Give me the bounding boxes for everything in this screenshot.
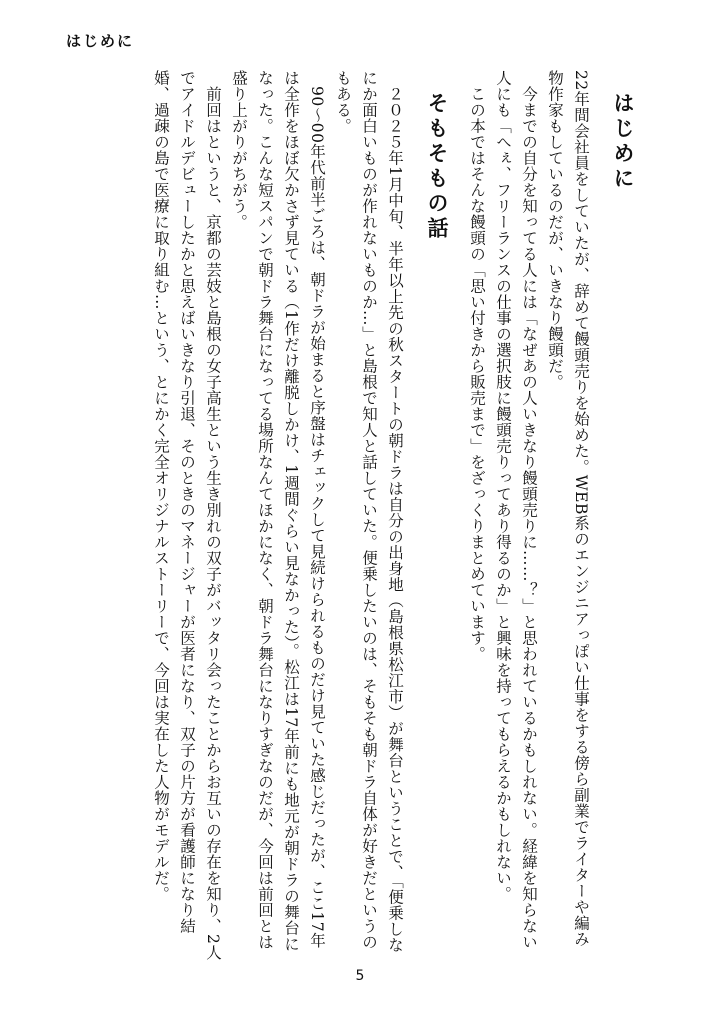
paragraph: 今までの自分を知ってる人には「なぜあの人いきなり饅頭売りに……？」と思われているかもしれない。経緯を知らない人にも「へぇ、フリーランスの仕事の選択肢に饅頭売りってあり得るのか」と興味を持ってもらえるかもしれない。: [494, 70, 538, 950]
paragraph: 22年間会社員をしていたが、辞めて饅頭売りを始めた。WEB系のエンジニアっぽい仕事をする傍ら副業でライターや編み物作家もしているのだが、いきなり饅頭だ。: [546, 70, 590, 947]
paragraph: 90～00年代前半ごろは、朝ドラが始まると序盤はチェックして見続けられるものだけ見ていた感じだったが、ここ17年は全作をほぼ欠かさず見ている（1作だけ離脱しかけ、1週間ぐらい見なかった）。松江は17年前にも地元が朝ドラの舞台になった。こんな短スパンで朝ドラ舞台になってる場所なんてほかになく、朝ドラ舞台になりすぎなのだが、今回は前回とは盛り上がりがちがう。: [230, 70, 326, 952]
paragraph: ２０２５年1月中旬、半年以上先の秋スタートの朝ドラは自分の出身地（島根県松江市）が舞台ということで、「便乗しなにか面白いものが作れないものか…」と島根で知人と話していた。便乗したいのは、そもそも朝ドラ自体が好きだというのもある。: [334, 70, 404, 953]
page-number: 5: [355, 968, 365, 984]
section-heading: はじめに: [611, 92, 635, 192]
paragraph: この本ではそんな饅頭の「思い付きから販売まで」をざっくりまとめています。: [468, 85, 486, 662]
section-heading: そもそもの話: [425, 92, 449, 242]
running-head: はじめに: [66, 32, 135, 50]
body-text: [60, 70, 650, 960]
paragraph: 前回はというと、京都の芸妓と島根の女子高生という生き別れの双子がバッタリ会ったことからお互いの存在を知り、2人でアイドルデビューしたかと思えばいきなり引退、そのときのマネージャーが医者になり、双子の片方が看護師になり結婚、過疎の島で医療に取り組む…という、とにかく完全オリジナルストーリーで、今回は実在した人物がモデルだ。: [152, 70, 222, 960]
